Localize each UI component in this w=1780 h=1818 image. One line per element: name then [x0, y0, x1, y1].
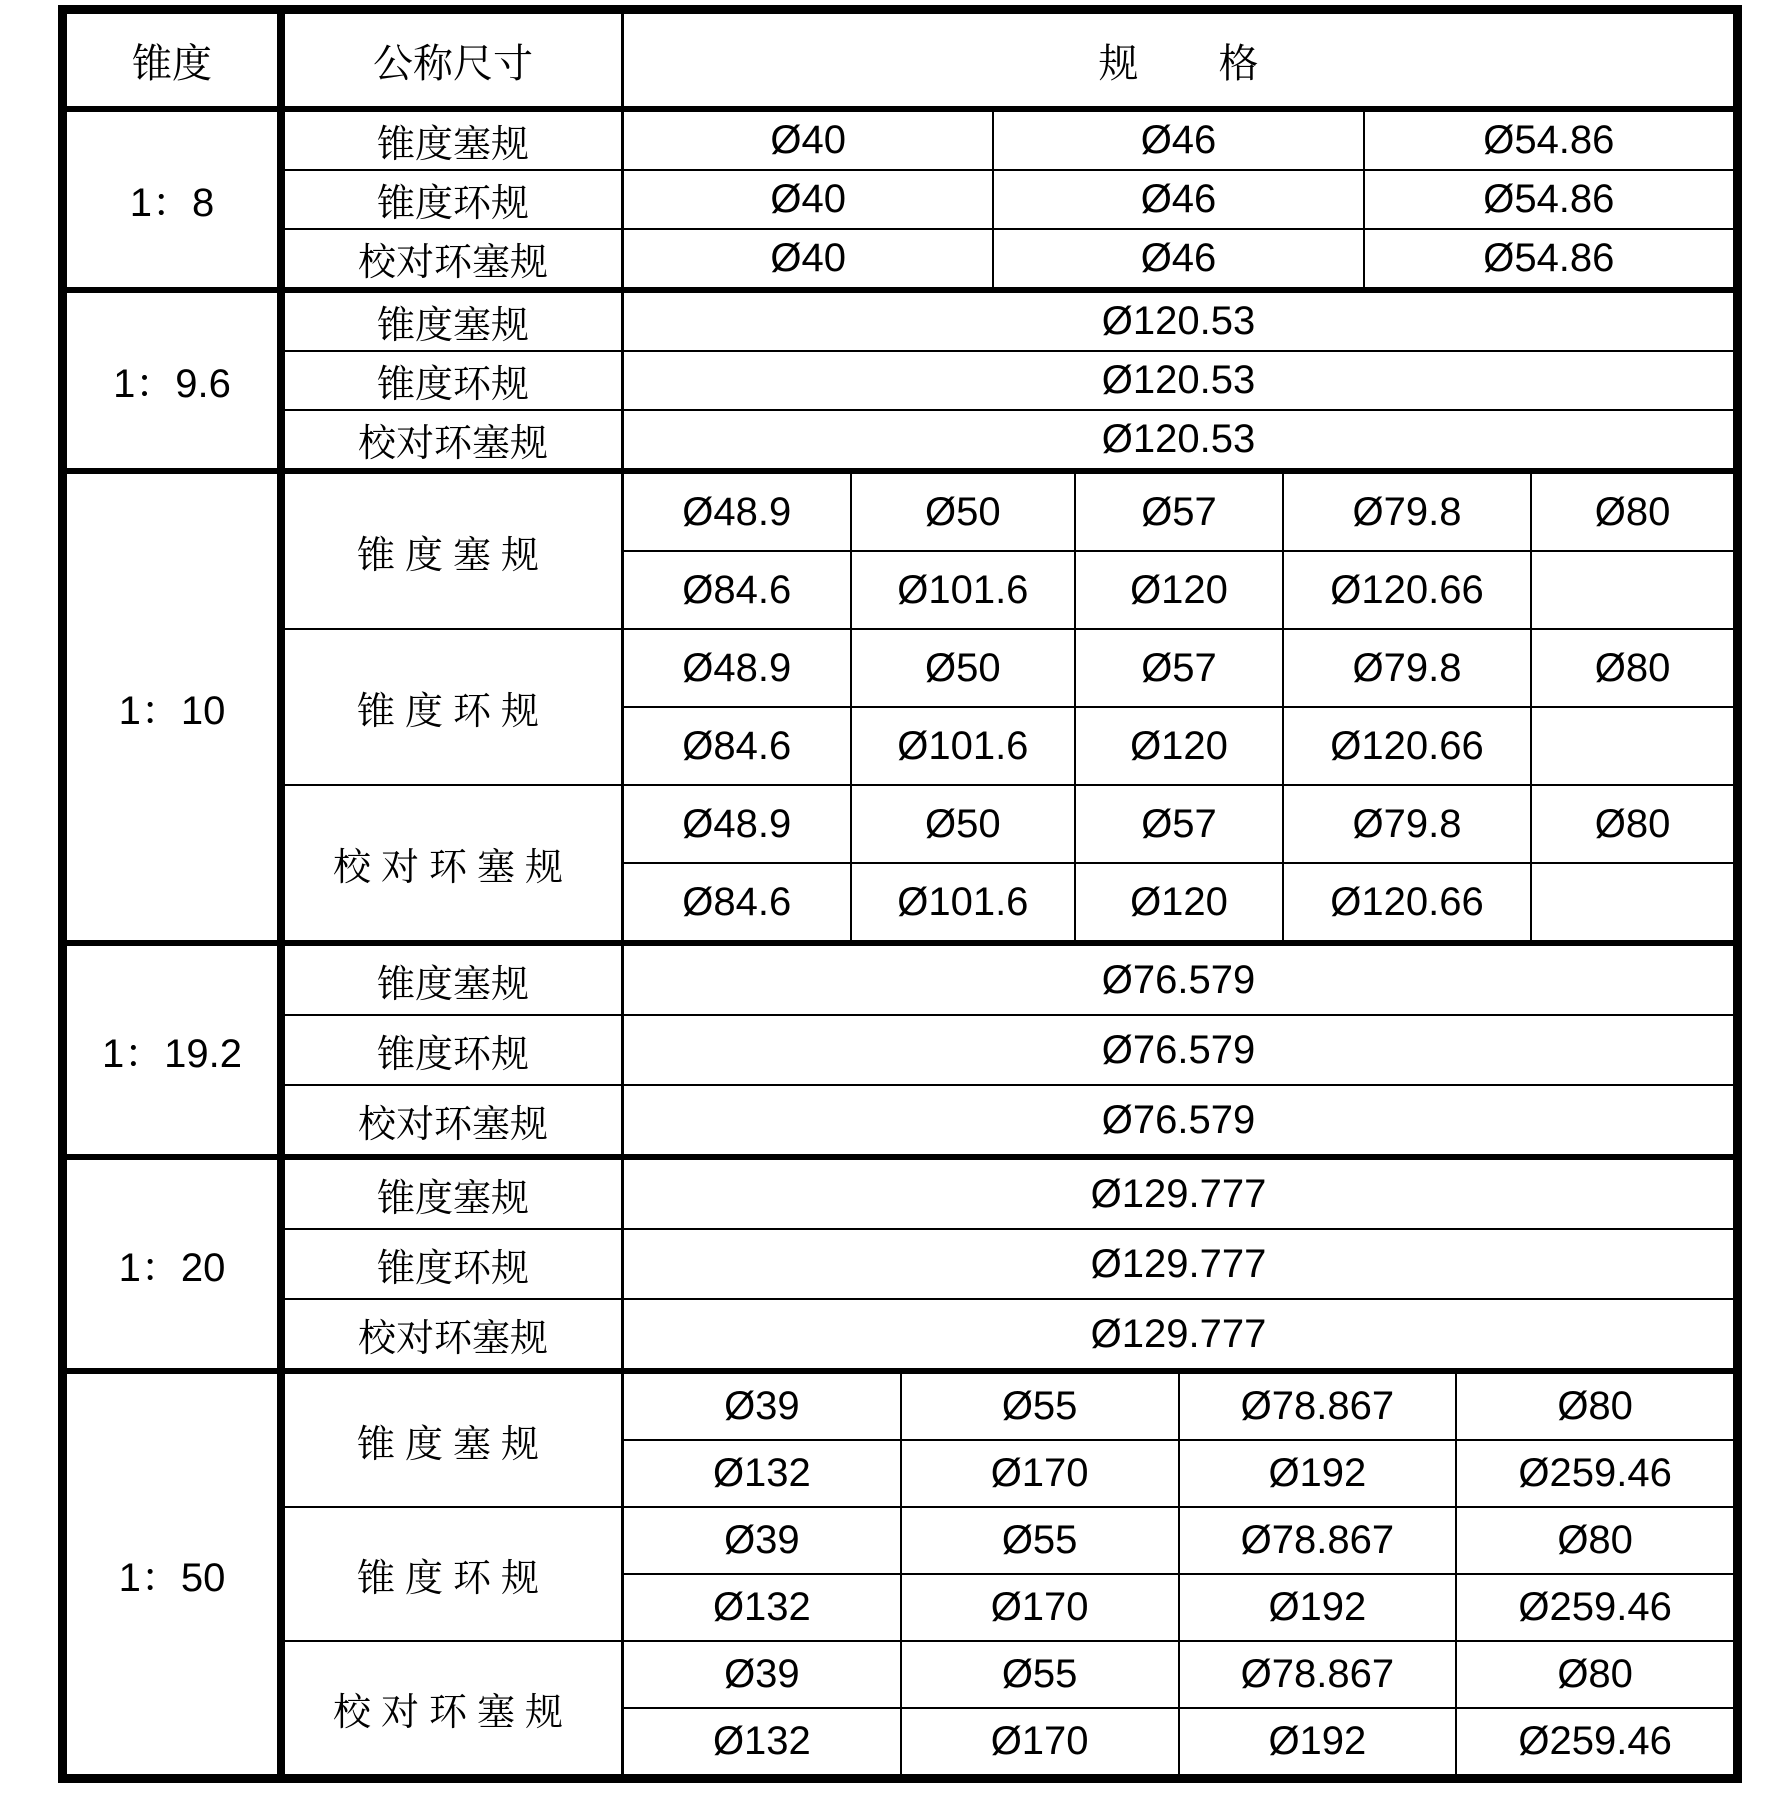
- gauge-section: [285, 946, 1733, 1014]
- spec-value-empty: [1530, 708, 1733, 784]
- taper-group-1-50: [67, 1368, 1733, 1774]
- gauge-section: [285, 1640, 1733, 1774]
- gauge-section: [285, 228, 1733, 287]
- spec-value: Ø50: [850, 474, 1075, 550]
- gauge-type-label: 校对环塞规: [285, 1086, 624, 1154]
- spec-value: Ø132: [712, 1719, 811, 1763]
- spec-value: Ø84.6: [682, 567, 792, 612]
- gauge-section: [285, 112, 1733, 169]
- gauge-section: [285, 1084, 1733, 1154]
- spec-value: Ø57: [1074, 786, 1282, 862]
- header-nominal-size: 公称尺寸: [285, 14, 624, 106]
- spec-value: Ø84.6: [682, 723, 792, 768]
- spec-value: Ø55: [900, 1642, 1178, 1707]
- spec-value: Ø170: [900, 1709, 1178, 1774]
- gauge-section: [285, 409, 1733, 468]
- spec-value-empty: [1530, 552, 1733, 628]
- spec-value: Ø40: [770, 118, 846, 162]
- spec-value: Ø192: [1178, 1441, 1456, 1506]
- spec-value: Ø80: [1455, 1374, 1733, 1439]
- spec-value: Ø120: [1074, 864, 1282, 940]
- taper-ratio: 1：19.2: [67, 946, 285, 1154]
- spec-value: Ø57: [1074, 630, 1282, 706]
- spec-table: [58, 5, 1742, 1783]
- taper-group-1-20: [67, 1154, 1733, 1368]
- taper-ratio: 1：10: [67, 474, 285, 940]
- gauge-type-label: 锥度环规: [285, 630, 624, 784]
- gauge-type-label: 锥度塞规: [285, 112, 624, 169]
- spec-value: Ø76.579: [1101, 1097, 1256, 1142]
- gauge-type-label: 锥度塞规: [285, 946, 624, 1014]
- taper-group-1-8: [67, 112, 1733, 287]
- spec-value: Ø259.46: [1455, 1575, 1733, 1640]
- spec-value: Ø48.9: [682, 489, 792, 534]
- spec-value: Ø120.53: [1101, 417, 1256, 461]
- gauge-type-label: 校对环塞规: [285, 1642, 624, 1774]
- spec-value: Ø50: [850, 786, 1075, 862]
- spec-value: Ø54.86: [1363, 230, 1733, 287]
- spec-value: Ø80: [1455, 1642, 1733, 1707]
- spec-value: Ø46: [992, 230, 1362, 287]
- spec-value: Ø101.6: [850, 708, 1075, 784]
- gauge-type-label: 校对环塞规: [285, 1300, 624, 1368]
- spec-value: Ø129.777: [1090, 1241, 1267, 1286]
- taper-ratio: 1：20: [67, 1160, 285, 1368]
- spec-value: Ø120.66: [1282, 552, 1530, 628]
- spec-value: Ø120: [1074, 552, 1282, 628]
- spec-value: Ø46: [992, 171, 1362, 228]
- gauge-type-label: 校对环塞规: [285, 411, 624, 468]
- spec-value: Ø57: [1074, 474, 1282, 550]
- taper-ratio: 1：50: [67, 1374, 285, 1774]
- gauge-type-label: 锥度环规: [285, 352, 624, 409]
- spec-value: Ø76.579: [1101, 957, 1256, 1002]
- gauge-section: [285, 1014, 1733, 1084]
- spec-value: Ø192: [1178, 1575, 1456, 1640]
- gauge-type-label: 锥度环规: [285, 171, 624, 228]
- header-specification: 规 格: [1098, 40, 1259, 86]
- spec-value: Ø129.777: [1090, 1311, 1267, 1356]
- gauge-section: [285, 628, 1733, 784]
- spec-value: Ø101.6: [850, 552, 1075, 628]
- gauge-section: [285, 1228, 1733, 1298]
- gauge-section: [285, 1506, 1733, 1640]
- gauge-section: [285, 1374, 1733, 1506]
- gauge-type-label: 锥度环规: [285, 1508, 624, 1640]
- spec-value: Ø54.86: [1363, 171, 1733, 228]
- spec-value: Ø48.9: [682, 801, 792, 846]
- spec-value: Ø80: [1530, 474, 1733, 550]
- taper-group-1-19-2: [67, 940, 1733, 1154]
- gauge-section: [285, 350, 1733, 409]
- taper-ratio: 1：9.6: [67, 293, 285, 468]
- spec-value: Ø78.867: [1178, 1508, 1456, 1573]
- spec-value: Ø40: [770, 177, 846, 221]
- spec-value: Ø79.8: [1282, 786, 1530, 862]
- spec-value: Ø80: [1530, 630, 1733, 706]
- gauge-type-label: 锥度塞规: [285, 1374, 624, 1506]
- spec-value: Ø170: [900, 1575, 1178, 1640]
- spec-value: Ø78.867: [1178, 1374, 1456, 1439]
- gauge-section: [285, 784, 1733, 940]
- spec-value: Ø129.777: [1090, 1171, 1267, 1216]
- gauge-section: [285, 474, 1733, 628]
- gauge-type-label: 锥度环规: [285, 1230, 624, 1298]
- gauge-type-label: 校对环塞规: [285, 786, 624, 940]
- spec-value: Ø120.53: [1101, 299, 1256, 343]
- spec-value: Ø132: [712, 1585, 811, 1629]
- spec-value: Ø120.66: [1282, 708, 1530, 784]
- spec-value: Ø46: [992, 112, 1362, 169]
- spec-value: Ø80: [1455, 1508, 1733, 1573]
- spec-value: Ø120.66: [1282, 864, 1530, 940]
- spec-value: Ø39: [724, 1384, 800, 1428]
- gauge-type-label: 锥度塞规: [285, 1160, 624, 1228]
- gauge-type-label: 锥度环规: [285, 1016, 624, 1084]
- gauge-section: [285, 1160, 1733, 1228]
- table-header-row: [67, 14, 1733, 112]
- taper-ratio: 1：8: [67, 112, 285, 287]
- spec-value: Ø55: [900, 1508, 1178, 1573]
- spec-value: Ø55: [900, 1374, 1178, 1439]
- spec-value: Ø259.46: [1455, 1709, 1733, 1774]
- spec-value: Ø40: [770, 236, 846, 280]
- gauge-type-label: 锥度塞规: [285, 474, 624, 628]
- spec-value: Ø76.579: [1101, 1027, 1256, 1072]
- gauge-section: [285, 293, 1733, 350]
- spec-value: Ø120.53: [1101, 358, 1256, 402]
- spec-value: Ø170: [900, 1441, 1178, 1506]
- spec-value: Ø80: [1530, 786, 1733, 862]
- spec-value: Ø120: [1074, 708, 1282, 784]
- spec-value: Ø84.6: [682, 879, 792, 924]
- spec-value: Ø54.86: [1363, 112, 1733, 169]
- spec-value: Ø101.6: [850, 864, 1075, 940]
- spec-value: Ø78.867: [1178, 1642, 1456, 1707]
- gauge-type-label: 校对环塞规: [285, 230, 624, 287]
- spec-value: Ø39: [724, 1518, 800, 1562]
- spec-value-empty: [1530, 864, 1733, 940]
- taper-group-1-9-6: [67, 287, 1733, 468]
- spec-value: Ø132: [712, 1451, 811, 1495]
- taper-group-1-10: [67, 468, 1733, 940]
- spec-value: Ø50: [850, 630, 1075, 706]
- gauge-section: [285, 169, 1733, 228]
- spec-value: Ø192: [1178, 1709, 1456, 1774]
- spec-value: Ø79.8: [1282, 630, 1530, 706]
- spec-value: Ø39: [724, 1652, 800, 1696]
- spec-value: Ø259.46: [1455, 1441, 1733, 1506]
- spec-value: Ø48.9: [682, 645, 792, 690]
- gauge-type-label: 锥度塞规: [285, 293, 624, 350]
- header-taper: 锥度: [67, 14, 285, 106]
- spec-value: Ø79.8: [1282, 474, 1530, 550]
- gauge-section: [285, 1298, 1733, 1368]
